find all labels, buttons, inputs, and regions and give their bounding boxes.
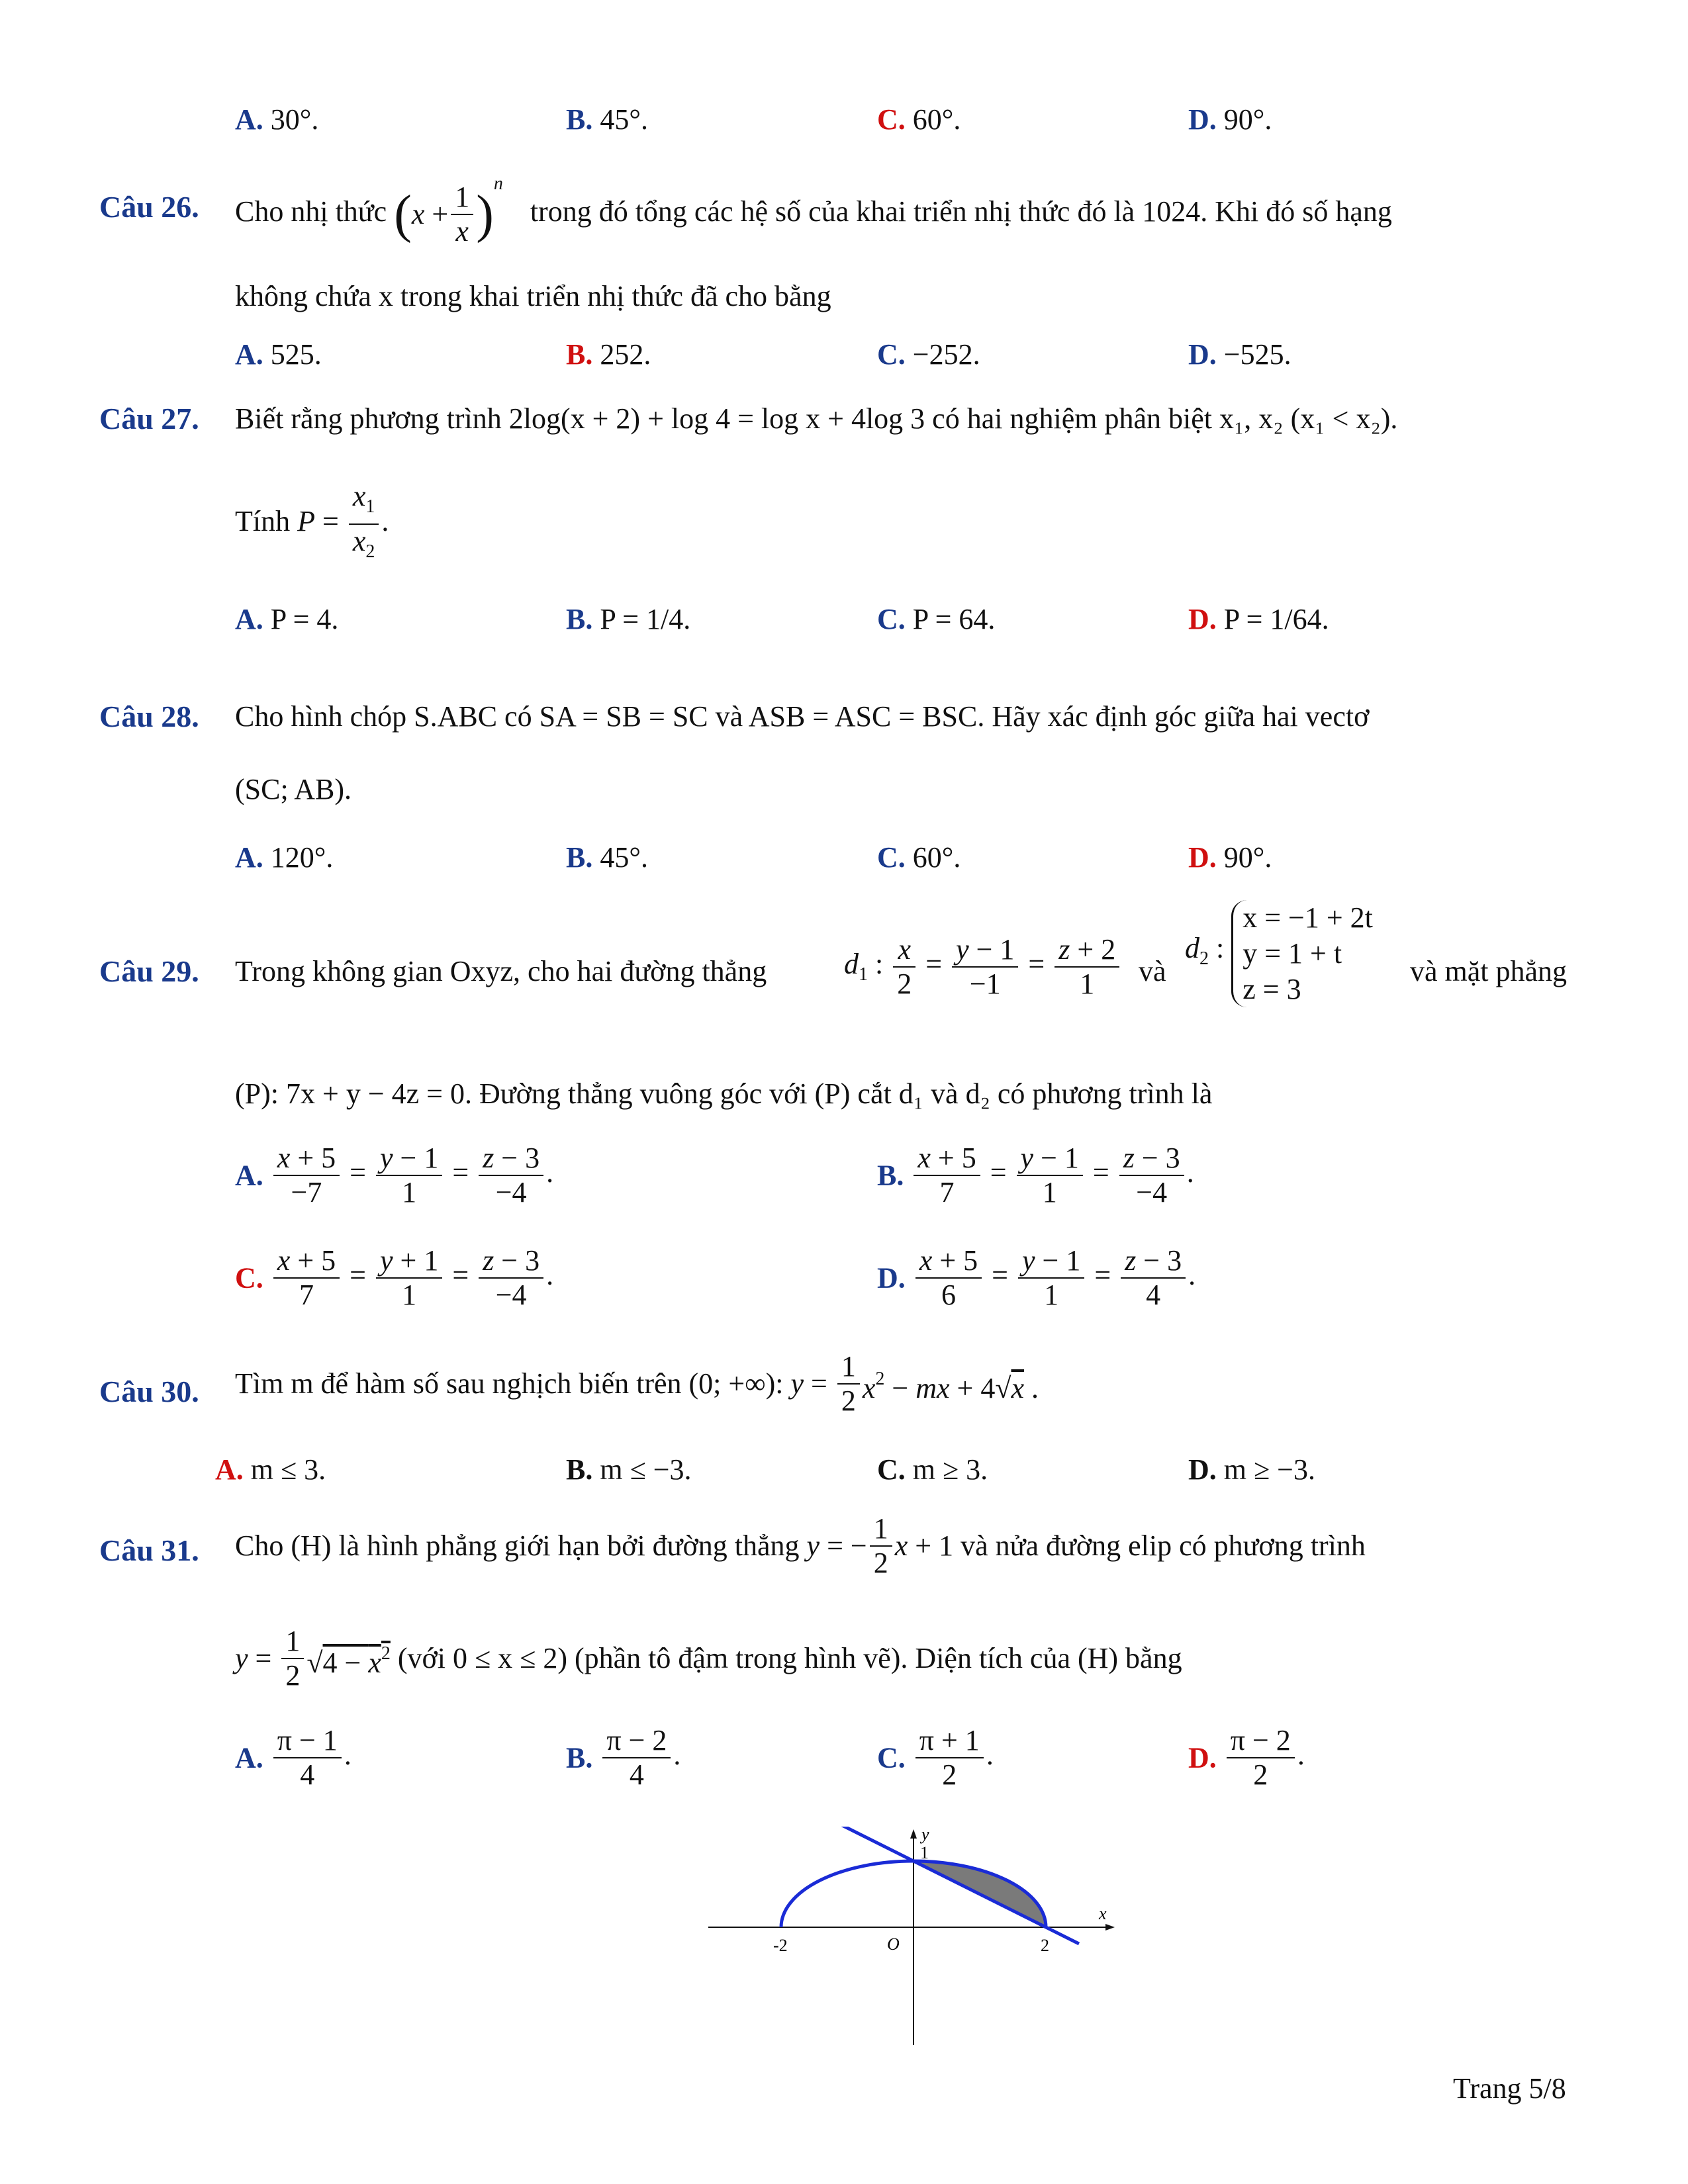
x1-over-x2: $\frac{x_1}{x_2}$: [349, 480, 379, 569]
option-label: B.: [877, 1159, 904, 1192]
option-label: D.: [877, 1261, 906, 1295]
q31-pre: Cho (H) là hình phẳng giới hạn bởi đường thẳng: [235, 1529, 800, 1562]
q30-option-d[interactable]: [1188, 1453, 1315, 1486]
q27-line2: Tính P = $\frac{x_1}{x_2}$ .: [235, 480, 389, 569]
option-label: A.: [235, 841, 263, 874]
option-label: D.: [1188, 1741, 1217, 1774]
q25-option-a[interactable]: [235, 103, 318, 136]
q31-line2-text: (với 0 ≤ x ≤ 2) (phần tô đậm trong hình vẽ). Diện tích của (H) bằng: [397, 1642, 1182, 1674]
d2-system: $d_2$ : x = −1 + 2t y = 1 + t z = 3: [1185, 900, 1373, 1007]
q29-option-b[interactable]: B. $\frac{x + 5}{7}$ = $\frac{y - 1}{1}$ = $\frac{z - 3}{-4}$ .: [877, 1142, 1194, 1208]
q31-post: và nửa đường elip có phương trình: [961, 1529, 1366, 1562]
q27-option-a[interactable]: [235, 602, 338, 636]
option-label: A.: [235, 103, 263, 136]
q28-option-c[interactable]: [877, 841, 961, 874]
option-text: 60°.: [912, 841, 961, 874]
sys-row: y = 1 + t: [1243, 937, 1342, 970]
option-label: A.: [235, 603, 263, 635]
q28-option-d[interactable]: [1188, 841, 1272, 874]
frac-num: π − 2: [602, 1724, 671, 1758]
option-label: B.: [566, 841, 593, 874]
option-label: D.: [1188, 338, 1217, 371]
q27-tinh: Tính: [235, 505, 291, 538]
q26-option-d[interactable]: [1188, 338, 1291, 371]
option-text: 120°.: [270, 841, 334, 874]
option-label: C.: [877, 1741, 906, 1774]
option-label: C.: [235, 1261, 263, 1295]
option-text: 90°.: [1223, 103, 1272, 136]
q28-line1: Cho hình chóp S.ABC có SA = SB = SC và ASB = ASC = BSC. Hãy xác định góc giữa hai vectơ: [235, 700, 1370, 733]
q26-option-b[interactable]: [566, 338, 651, 371]
q30-option-c[interactable]: [877, 1453, 988, 1486]
q29-option-a[interactable]: A. $\frac{x + 5}{-7}$ = $\frac{y - 1}{1}$ = $\frac{z - 3}{-4}$ .: [235, 1142, 554, 1208]
q27-option-b[interactable]: [566, 602, 690, 636]
origin-label: O: [887, 1934, 900, 1954]
option-label: D.: [1188, 603, 1217, 635]
axis-x-label: x: [1099, 1904, 1107, 1923]
frac-den: 2: [942, 1758, 957, 1791]
page-number: Trang 5/8: [1453, 2072, 1566, 2105]
frac-den: 2: [1253, 1758, 1268, 1791]
q25-option-c[interactable]: [877, 103, 961, 136]
option-label: C.: [877, 603, 906, 635]
option-text: 45°.: [600, 841, 648, 874]
q27-option-c[interactable]: [877, 602, 995, 636]
q28-label: [99, 698, 199, 736]
option-label: D.: [1188, 1453, 1217, 1486]
option-label: C.: [877, 1453, 906, 1486]
option-text: 252.: [600, 338, 651, 371]
q29-post: và mặt phẳng: [1410, 955, 1568, 987]
option-text: P = 1/64.: [1223, 603, 1329, 635]
option-label: A.: [235, 1741, 263, 1774]
frac-den: 4: [629, 1758, 644, 1791]
option-label: C.: [877, 841, 906, 874]
q31-label: [99, 1532, 199, 1570]
q26-post: trong đó tổng các hệ số của khai triển nhị thức đó là 1024. Khi đó số hạng: [530, 195, 1392, 228]
q29-option-d[interactable]: D. $\frac{x + 5}{6}$ = $\frac{y - 1}{1}$ = $\frac{z - 3}{4}$ .: [877, 1244, 1196, 1311]
q26-line2: không chứa x trong khai triển nhị thức đã cho bằng: [235, 280, 831, 312]
line-curve: [814, 1827, 1079, 1944]
q31-line1: Cho (H) là hình phẳng giới hạn bởi đường thẳng y = − $\frac{1}{2}$ x + 1 và nửa đường elip có phương trình: [235, 1512, 1366, 1579]
y-axis-arrow-icon: [910, 1829, 917, 1839]
q28-option-a[interactable]: [235, 841, 333, 874]
tick-1-label: 1: [920, 1843, 929, 1862]
tick-2-label: 2: [1041, 1936, 1049, 1955]
question-number: Câu 27.: [99, 402, 199, 435]
option-label: B.: [566, 103, 593, 136]
frac-num: π − 2: [1227, 1724, 1295, 1758]
frac-den: 4: [300, 1758, 315, 1791]
q30-option-b[interactable]: [566, 1453, 692, 1486]
option-label: B.: [566, 1741, 593, 1774]
q30-option-a[interactable]: [215, 1453, 326, 1486]
option-label: A.: [235, 1159, 263, 1192]
q31-option-b[interactable]: B. $\frac{\pi - 2}{4}$ .: [566, 1724, 681, 1791]
q29-label: [99, 953, 199, 991]
tick-neg2-label: -2: [773, 1936, 788, 1955]
q26-option-a[interactable]: [235, 338, 322, 371]
frac-num: π + 1: [915, 1724, 984, 1758]
q30-line1: Tìm m để hàm số sau nghịch biến trên (0; +∞): y = $\frac{1}{2}$ $x^2$ − mx + 4√x .: [235, 1350, 1039, 1417]
sys-row: z = 3: [1243, 973, 1301, 1005]
x-axis-arrow-icon: [1105, 1924, 1115, 1931]
q26-line1: Cho nhị thức (x + $\frac{1}{x}$ )$^n$ trong đó tổng các hệ số của khai triển nhị thức đó là 1024. Khi đó số hạng: [235, 173, 1392, 248]
option-label: D.: [1188, 103, 1217, 136]
sys-row: x = −1 + 2t: [1243, 901, 1373, 934]
option-label: A.: [235, 338, 263, 371]
q31-line2: y = $\frac{1}{2}$ $√4 - x^2$ (với 0 ≤ x ≤ 2) (phần tô đậm trong hình vẽ). Diện tích của (H) bằng: [235, 1625, 1182, 1692]
option-text: 525.: [270, 338, 322, 371]
option-text: m ≥ 3.: [912, 1453, 988, 1486]
question-number: Câu 29.: [99, 954, 199, 988]
option-text: 45°.: [600, 103, 648, 136]
option-text: −525.: [1223, 338, 1291, 371]
q25-option-d[interactable]: [1188, 103, 1272, 136]
q31-option-a[interactable]: A. $\frac{\pi - 1}{4}$ .: [235, 1724, 352, 1791]
q28-line2: (SC; AB).: [235, 773, 352, 805]
option-label: B.: [566, 603, 593, 635]
q31-option-d[interactable]: D. $\frac{\pi - 2}{2}$ .: [1188, 1724, 1305, 1791]
q29-line1-pre: Trong không gian Oxyz, cho hai đường thẳng: [235, 955, 767, 987]
option-text: −252.: [912, 338, 980, 371]
option-label: B.: [566, 1453, 593, 1486]
q27-label: [99, 400, 199, 438]
binomial-expression: (: [394, 185, 412, 244]
q28-option-b[interactable]: [566, 841, 648, 874]
q25-option-b[interactable]: [566, 103, 648, 136]
option-label: C.: [877, 338, 906, 371]
question-number: Câu 31.: [99, 1533, 199, 1567]
d2-param-system: [1231, 900, 1373, 1007]
option-text: P = 1/4.: [600, 603, 691, 635]
q29-mid: và: [1139, 955, 1166, 987]
ellipse-line-figure: [702, 1827, 1125, 2052]
q29-option-c[interactable]: C. $\frac{x + 5}{7}$ = $\frac{y + 1}{1}$ = $\frac{z - 3}{-4}$ .: [235, 1244, 554, 1311]
q26-pre: Cho nhị thức: [235, 195, 387, 228]
d1-equation: $d_1$ : $\frac{x}{2}$ = $\frac{y - 1}{-1}$ = $\frac{z + 2}{1}$: [844, 933, 1122, 1001]
question-number: Câu 26.: [99, 190, 199, 224]
option-label: C.: [877, 103, 906, 136]
axis-y-label: y: [921, 1827, 929, 1844]
question-number: Câu 30.: [99, 1375, 199, 1408]
q27-option-d[interactable]: [1188, 602, 1329, 636]
option-text: m ≤ −3.: [600, 1453, 692, 1486]
q30-label: [99, 1373, 199, 1411]
option-text: m ≥ −3.: [1223, 1453, 1315, 1486]
q26-option-c[interactable]: [877, 338, 980, 371]
q27-line1: Biết rằng phương trình 2log(x + 2) + log 4 = log x + 4log 3 có hai nghiệm phân biệt x₁, x₂ (x₁ < x₂).: [235, 402, 1398, 435]
option-text: 30°.: [270, 103, 319, 136]
frac-num: π − 1: [273, 1724, 342, 1758]
option-text: 90°.: [1223, 841, 1272, 874]
option-text: m ≤ 3.: [250, 1453, 326, 1486]
option-text: P = 64.: [912, 603, 996, 635]
q26-label: [99, 189, 199, 226]
question-number: Câu 28.: [99, 700, 199, 733]
q29-line2: (P): 7x + y − 4z = 0. Đường thẳng vuông góc với (P) cắt d₁ và d₂ có phương trình là: [235, 1077, 1213, 1110]
option-text: P = 4.: [270, 603, 339, 635]
option-label: D.: [1188, 841, 1217, 874]
q30-pre: Tìm m để hàm số sau nghịch biến trên (0; +∞):: [235, 1367, 784, 1400]
option-label: A.: [215, 1453, 244, 1486]
option-label: B.: [566, 338, 593, 371]
q31-option-c[interactable]: C. $\frac{\pi + 1}{2}$ .: [877, 1724, 994, 1791]
one-over-x: $\frac{1}{x}$: [451, 181, 473, 248]
option-text: 60°.: [912, 103, 961, 136]
